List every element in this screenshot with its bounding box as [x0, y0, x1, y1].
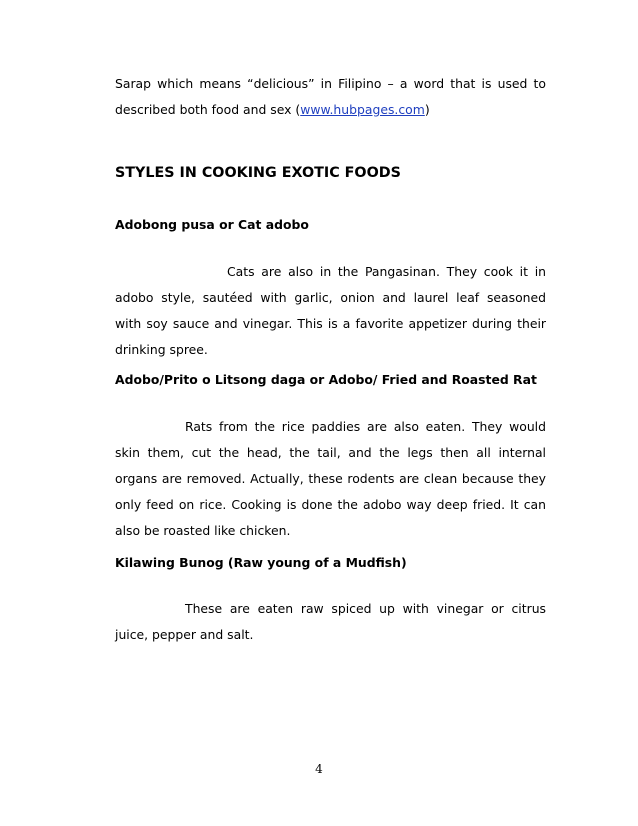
paragraph-line: juice, pepper and salt.: [115, 627, 254, 642]
paragraph-line: only feed on rice. Cooking is done the adobo way deep fried. It can: [115, 497, 546, 512]
paragraph-line: organs are removed. Actually, these rodents are clean because they: [115, 471, 546, 486]
paragraph-line: also be roasted like chicken.: [115, 523, 291, 538]
intro-text: described both food and sex (: [115, 102, 301, 117]
intro-text: ): [424, 102, 430, 117]
intro-line: [115, 97, 546, 123]
intro-line: Sarap which means “delicious” in Filipino – a word that is used to: [115, 76, 546, 91]
cat-heading: Adobong pusa or Cat adobo: [115, 217, 309, 232]
mudfish-paragraph: [115, 596, 546, 648]
paragraph-line: drinking spree.: [115, 342, 208, 357]
paragraph-line: These are eaten raw spiced up with vinegar or citrus: [185, 601, 546, 616]
mudfish-heading: Kilawing Bunog (Raw young of a Mudfish): [115, 555, 407, 570]
intro-paragraph: [115, 71, 546, 123]
paragraph-line: Rats from the rice paddies are also eaten. They would: [185, 419, 546, 434]
section-title: STYLES IN COOKING EXOTIC FOODS: [115, 165, 401, 181]
cat-paragraph: [115, 259, 546, 363]
source-link[interactable]: www.hubpages.com: [300, 102, 425, 117]
paragraph-line: adobo style, sautéed with garlic, onion and laurel leaf seasoned: [115, 290, 546, 305]
paragraph-line: with soy sauce and vinegar. This is a favorite appetizer during their: [115, 316, 546, 331]
rat-paragraph: [115, 414, 546, 544]
paragraph-line: skin them, cut the head, the tail, and the legs then all internal: [115, 445, 546, 460]
page-number: 4: [315, 762, 323, 776]
paragraph-line: Cats are also in the Pangasinan. They cook it in: [227, 264, 546, 279]
rat-heading: Adobo/Prito o Litsong daga or Adobo/ Fried and Roasted Rat: [115, 372, 537, 387]
